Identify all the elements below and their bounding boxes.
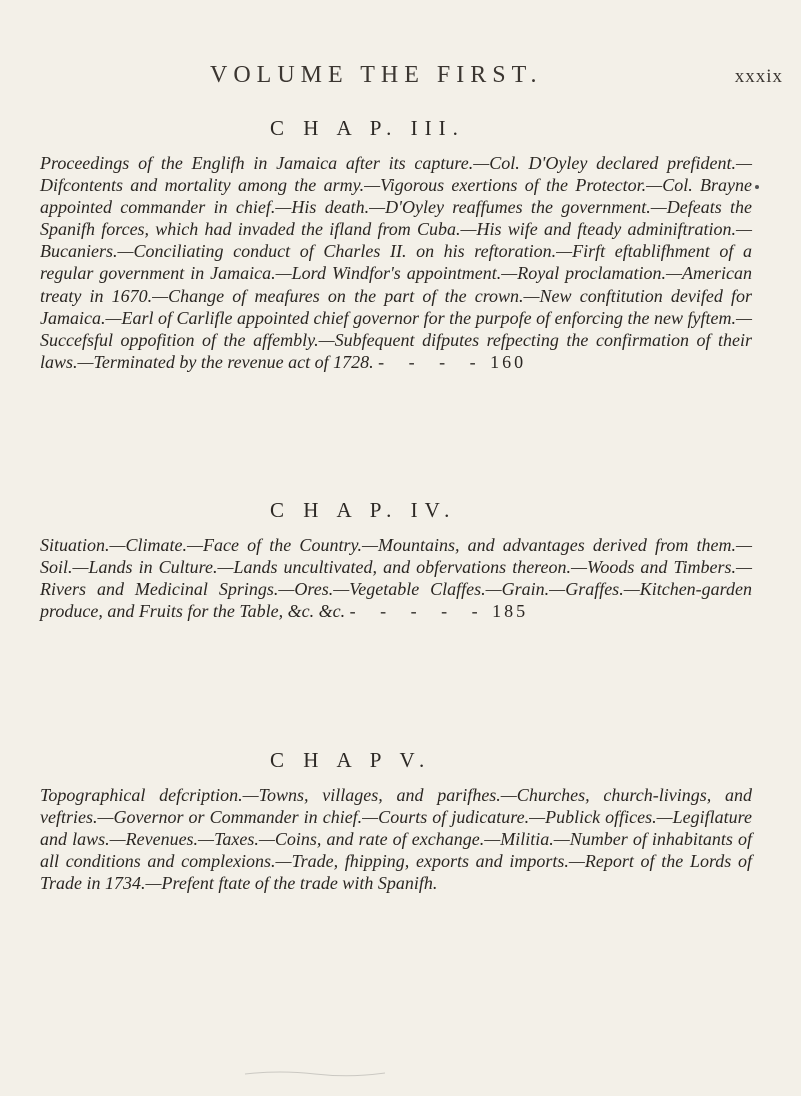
- dot-leader: - - - - -: [349, 601, 488, 622]
- running-title: VOLUME THE FIRST.: [210, 62, 543, 88]
- chapter-heading: C H A P. III.: [270, 116, 465, 140]
- running-head: [0, 62, 801, 102]
- chapter-summary: [40, 152, 752, 373]
- chapter-summary: [40, 784, 752, 894]
- page-reference: 160: [490, 351, 527, 372]
- summary-text: Situation.—Climate.—Face of the Country.—Mountains, and advantages derived from them.—Soil.—Lands in Culture.—Lands uncultivated, and obfervations thereon.—Woods and Timbers.—Rivers and Medicinal Springs.—Ores.—Vegetable Claffes.—Grain.—Graffes.—Kitchen-garden produce, and Fruits for the Table, &c. &c.: [40, 535, 752, 622]
- chapter-heading: C H A P. IV.: [270, 498, 457, 522]
- ink-smudge: [240, 1068, 390, 1078]
- chapter-summary: [40, 534, 752, 622]
- summary-text: Proceedings of the Englifh in Jamaica after its capture.—Col. D'Oyley declared prefident.—Difcontents and mortality among the army.—Vigorous exertions of the Protector.—Col. Brayne appointed commander in chief.—His death.—D'Oyley reaffumes the government.—Defeats the Spanifh forces, which had invaded the ifland from Cuba.—His wife and fteady adminiftration.—Bucaniers.—Conciliating conduct of Charles II. on his reftoration.—Firft eftablifhment of a regular government in Jamaica.—Lord Windfor's appointment.—Royal proclamation.—American treaty in 1670.—Change of meafures on the part of the crown.—New conftitution devifed for Jamaica.—Earl of Carlifle appointed chief governor for the purpofe of enforcing the new fyftem.—Succefsful oppofition of the affembly.—Subfequent difputes refpecting the confirmation of their laws.—Terminated by the revenue act of 1728.: [40, 153, 752, 372]
- page-number: xxxix: [734, 66, 783, 87]
- page-reference: 185: [492, 601, 529, 622]
- dot-leader: - - - -: [378, 351, 486, 372]
- chapter-heading: C H A P V.: [270, 748, 432, 772]
- summary-text: Topographical defcription.—Towns, villages, and parifhes.—Churches, church-livings, and veftries.—Governor or Commander in chief.—Courts of judicature.—Publick offices.—Legiflature and laws.—Revenues.—Taxes.—Coins, and rate of exchange.—Militia.—Number of inhabitants of all conditions and complexions.—Trade, fhipping, exports and imports.—Report of the Lords of Trade in 1734.—Prefent ftate of the trade with Spanifh.: [40, 785, 752, 894]
- margin-mark: [755, 185, 759, 189]
